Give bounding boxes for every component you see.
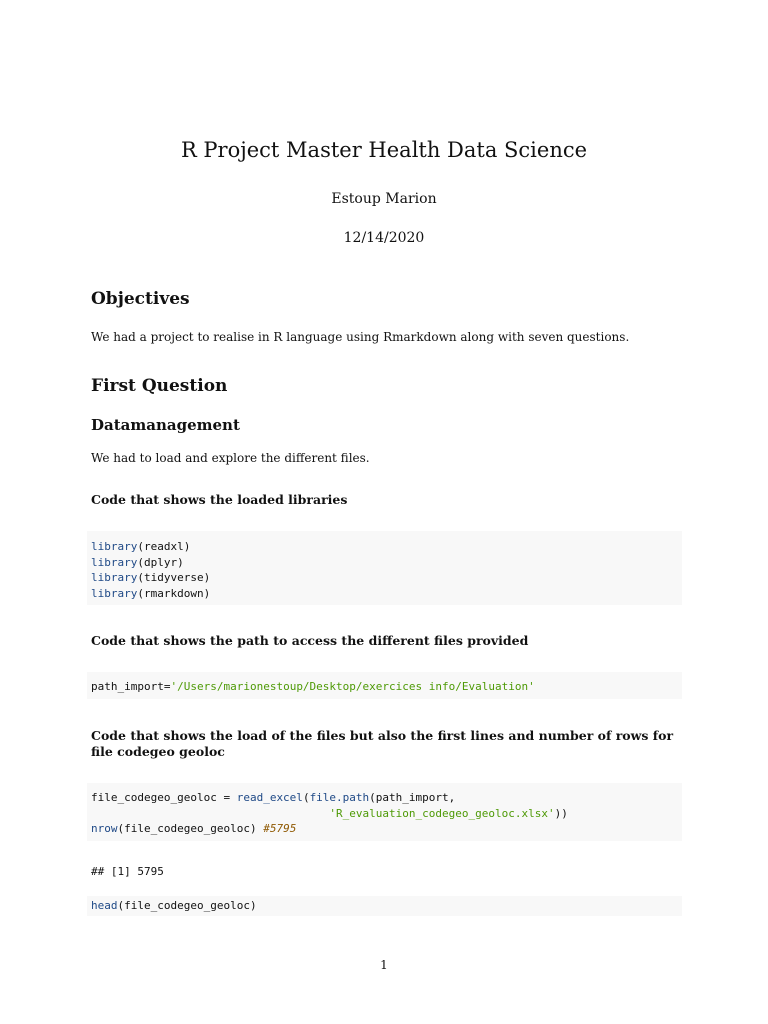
code-line: [91, 806, 682, 822]
variable-assign: path_import=: [91, 680, 171, 693]
function-arg: (path_import,: [369, 791, 456, 804]
libraries-heading: Code that shows the loaded libraries: [91, 492, 348, 507]
load-code-block: [87, 783, 682, 841]
document-author: Estoup Marion: [331, 191, 437, 207]
function-name: head: [91, 899, 118, 912]
code-line: [91, 586, 682, 602]
close-paren: )): [554, 806, 568, 820]
code-comment: #5795: [263, 822, 297, 835]
code-line: [91, 555, 682, 571]
document-title: R Project Master Health Data Science: [180, 138, 588, 162]
function-name: library: [91, 586, 138, 600]
variable-assign: file_codegeo_geoloc =: [91, 791, 237, 804]
code-line: [91, 821, 682, 837]
libraries-code-block: [87, 531, 682, 605]
function-name: nrow: [91, 822, 118, 835]
code-line: [91, 679, 682, 695]
function-name: file.path: [309, 791, 370, 804]
path-heading: Code that shows the path to access the different files provided: [91, 633, 529, 648]
indent: [91, 807, 329, 820]
function-name: read_excel: [236, 791, 303, 804]
objectives-heading: Objectives: [91, 289, 190, 309]
filename-string: 'R_evaluation_codegeo_geoloc.xlsx': [329, 806, 555, 820]
function-arg: (dplyr): [137, 555, 184, 569]
datamanagement-heading: Datamanagement: [91, 416, 240, 434]
function-arg: (readxl): [137, 540, 191, 553]
paren: (: [302, 791, 310, 804]
code-line: [91, 539, 682, 555]
function-arg: (tidyverse): [137, 571, 211, 584]
page-number: 1: [380, 958, 388, 972]
load-heading: Code that shows the load of the files but also the first lines and number of rows for file codegeo geoloc: [91, 728, 674, 759]
function-arg: (file_codegeo_geoloc): [117, 822, 264, 835]
code-line: [91, 570, 682, 586]
document-date: 12/14/2020: [343, 230, 425, 246]
function-arg: (file_codegeo_geoloc): [117, 899, 257, 912]
console-output: ## [1] 5795: [91, 865, 164, 878]
head-code-block: [87, 896, 682, 916]
function-name: library: [91, 540, 138, 553]
function-arg: (rmarkdown): [137, 586, 211, 600]
objectives-text: We had a project to realise in R language using Rmarkdown along with seven questions.: [91, 330, 630, 344]
code-line: [91, 790, 682, 806]
datamanagement-text: We had to load and explore the different files.: [91, 451, 370, 465]
function-name: library: [91, 555, 138, 569]
function-name: library: [91, 571, 138, 584]
path-string: '/Users/marionestoup/Desktop/exercices info/Evaluation': [170, 680, 535, 693]
code-line: [91, 898, 682, 914]
path-code-block: [87, 672, 682, 699]
first-question-heading: First Question: [91, 376, 228, 396]
